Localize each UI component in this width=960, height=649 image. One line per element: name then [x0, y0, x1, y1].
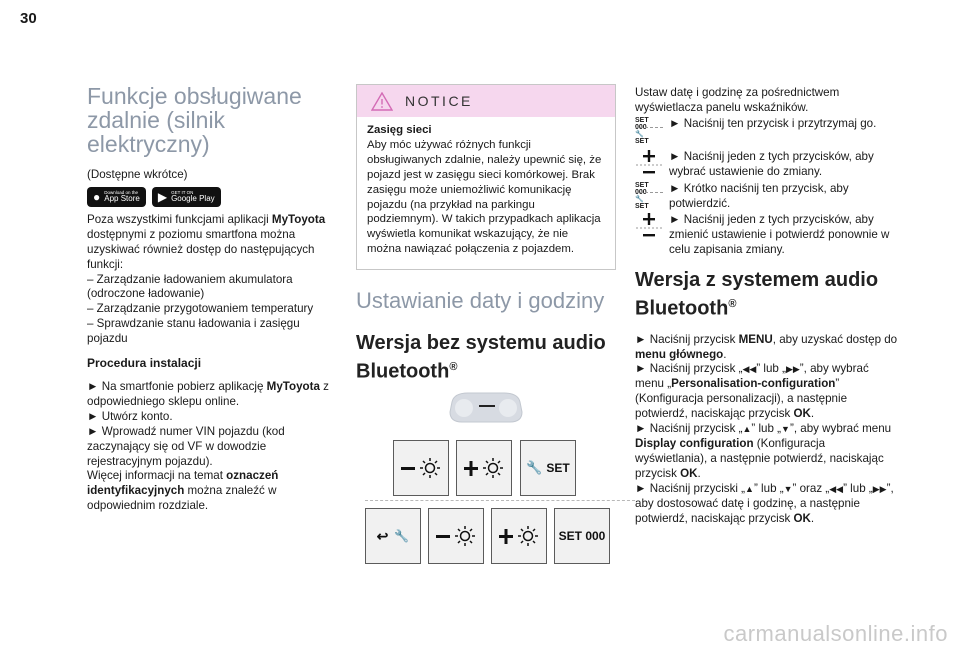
- store-badges: [87, 187, 342, 207]
- instrument-cluster-icon: [446, 390, 526, 426]
- step-select: ► Naciśnij jeden z tych przycisków, aby wybrać ustawienie do zmiany.: [669, 150, 874, 178]
- column-date-time: [356, 289, 616, 384]
- step-item: ► Utwórz konto.: [87, 409, 173, 423]
- app-store-badge[interactable]: ● Download on the App Store: [87, 187, 146, 207]
- bluetooth-steps: [635, 333, 900, 527]
- google-play-badge[interactable]: ▶ GET IT ON Google Play: [152, 187, 221, 207]
- more-info: Więcej informacji na temat oznaczeń identyfikacyjnych można znaleźć w odpowiednim rozdziale.: [87, 469, 279, 513]
- availability-note: (Dostępne wkrótce): [87, 168, 188, 181]
- back-arrow-icon: ↩: [376, 527, 389, 544]
- list-item: – Zarządzanie ładowaniem akumulatora (odroczone ładowanie): [87, 272, 293, 301]
- watermark: carmanualsonline.info: [723, 621, 948, 646]
- no-bluetooth-title: Wersja bez systemu audio Bluetooth®: [356, 332, 606, 383]
- plus-minus-icon-2: [636, 213, 662, 246]
- set-000-button[interactable]: SET 000: [554, 508, 610, 564]
- rewind-icon: ◀◀: [829, 483, 844, 494]
- column-settings: [635, 86, 900, 116]
- panel-divider: [365, 500, 635, 502]
- brightness-minus-icon: [434, 524, 478, 548]
- up-arrow-icon: ▲: [742, 424, 752, 435]
- step-item: ► Na smartfonie pobierz aplikację MyToyota z odpowiedniego sklepu online.: [87, 379, 329, 408]
- button-panel: [376, 440, 608, 570]
- wrench-icon: 🔧: [394, 529, 410, 543]
- column-remote-functions: [87, 84, 342, 514]
- section-title: Funkcje obsługiwane zdalnie (silnik elektryczny): [87, 83, 302, 157]
- down-arrow-icon: ▼: [783, 483, 793, 494]
- rewind-icon: ◀◀: [742, 364, 757, 375]
- install-steps: [87, 380, 342, 514]
- step-item: ► Naciśnij przycisk „▲” lub „▼”, aby wybrać menu Display configuration (Konfiguracja wyświetlania), a następnie potwierdź, naciskając przycisk OK.: [635, 422, 892, 480]
- step-item: ► Wprowadź numer VIN pojazdu (kod zaczynający się od VF w dowodzie rejestracyjnym pojazdu).: [87, 424, 285, 468]
- brightness-plus-button-2[interactable]: [491, 508, 547, 564]
- play-icon: ▶: [157, 189, 168, 204]
- forward-icon: ▶▶: [785, 364, 800, 375]
- list-item: – Zarządzanie przygotowaniem temperatury: [87, 302, 314, 316]
- page-number: 30: [20, 10, 37, 27]
- notice-body: [357, 117, 615, 257]
- notice-label: NOTICE: [405, 93, 473, 109]
- forward-icon: ▶▶: [872, 483, 887, 494]
- brightness-minus-button[interactable]: [393, 440, 449, 496]
- step-item: ► Naciśnij przyciski „▲” lub „▼” oraz „◀◀” lub „▶▶”, aby dostosować datę i godzinę, a następnie potwierdź, naciskając przycisk OK.: [635, 481, 894, 525]
- brightness-minus-icon: [399, 456, 443, 480]
- notice-box: [356, 84, 616, 270]
- intro-paragraph: Poza wszystkimi funkcjami aplikacji MyToyota dostępnymi z poziomu smartfona można uzyskiwać również dostęp do następujących funkcji:: [87, 212, 326, 271]
- wrench-icon: 🔧: [526, 460, 543, 475]
- function-list: [87, 273, 342, 348]
- wrench-set-button[interactable]: 🔧 SET: [520, 440, 576, 496]
- brightness-plus-icon: [462, 456, 506, 480]
- brightness-minus-button-2[interactable]: [428, 508, 484, 564]
- wrench-icon: 🔧: [635, 196, 644, 203]
- back-wrench-button[interactable]: [365, 508, 421, 564]
- down-arrow-icon: ▼: [781, 424, 790, 435]
- step-item: ► Naciśnij przycisk MENU, aby uzyskać dostęp do menu głównego.: [635, 332, 898, 361]
- notice-header: [357, 85, 615, 117]
- procedure-title: Procedura instalacji: [87, 356, 202, 371]
- notice-title: Zasięg sieci: [367, 124, 432, 136]
- date-time-title: Ustawianie daty i godziny: [356, 288, 605, 313]
- step-item: ► Naciśnij przycisk „◀◀” lub „▶▶”, aby wybrać menu „Personalisation-configuration” (Konfiguracja personalizacji), a następnie potwierdź, naciskając przycisk OK.: [635, 362, 869, 421]
- step-confirm: ► Krótko naciśnij ten przycisk, aby potwierdzić.: [669, 182, 849, 210]
- step-hold: ► Naciśnij ten przycisk i przytrzymaj go.: [669, 117, 877, 130]
- plus-minus-icon: [636, 150, 662, 183]
- up-arrow-icon: ▲: [745, 483, 754, 494]
- wrench-icon: 🔧: [635, 131, 644, 138]
- bluetooth-section: [635, 268, 900, 526]
- notice-text: Aby móc używać różnych funkcji obsługiwanych zdalnie, należy upewnić się, że pojazd jest w zasięgu sieci komórkowej. Brak zasięgu może uniemożliwić komunikację pojazdu (na przykład na parkingu podziemnym). W takich przypadkach aplikacja wyświetla komunikat wskazujący, że nie można nawiązać połączenia z pojazdem.: [367, 138, 602, 256]
- list-item: – Sprawdzanie stanu ładowania i zasięgu pojazdu: [87, 317, 300, 346]
- brightness-plus-icon: [497, 524, 541, 548]
- warning-icon: [371, 92, 393, 111]
- apple-icon: ●: [93, 189, 101, 204]
- brightness-plus-button[interactable]: [456, 440, 512, 496]
- cluster-intro: Ustaw datę i godzinę za pośrednictwem wyświetlacza panelu wskaźników.: [635, 86, 840, 114]
- bluetooth-title: Wersja z systemem audio Bluetooth®: [635, 269, 879, 320]
- step-change-head: ► Naciśnij jeden z tych przycisków, aby zmienić ustawienie i potwierdź ponownie w celu zapisania zmiany.: [669, 213, 890, 256]
